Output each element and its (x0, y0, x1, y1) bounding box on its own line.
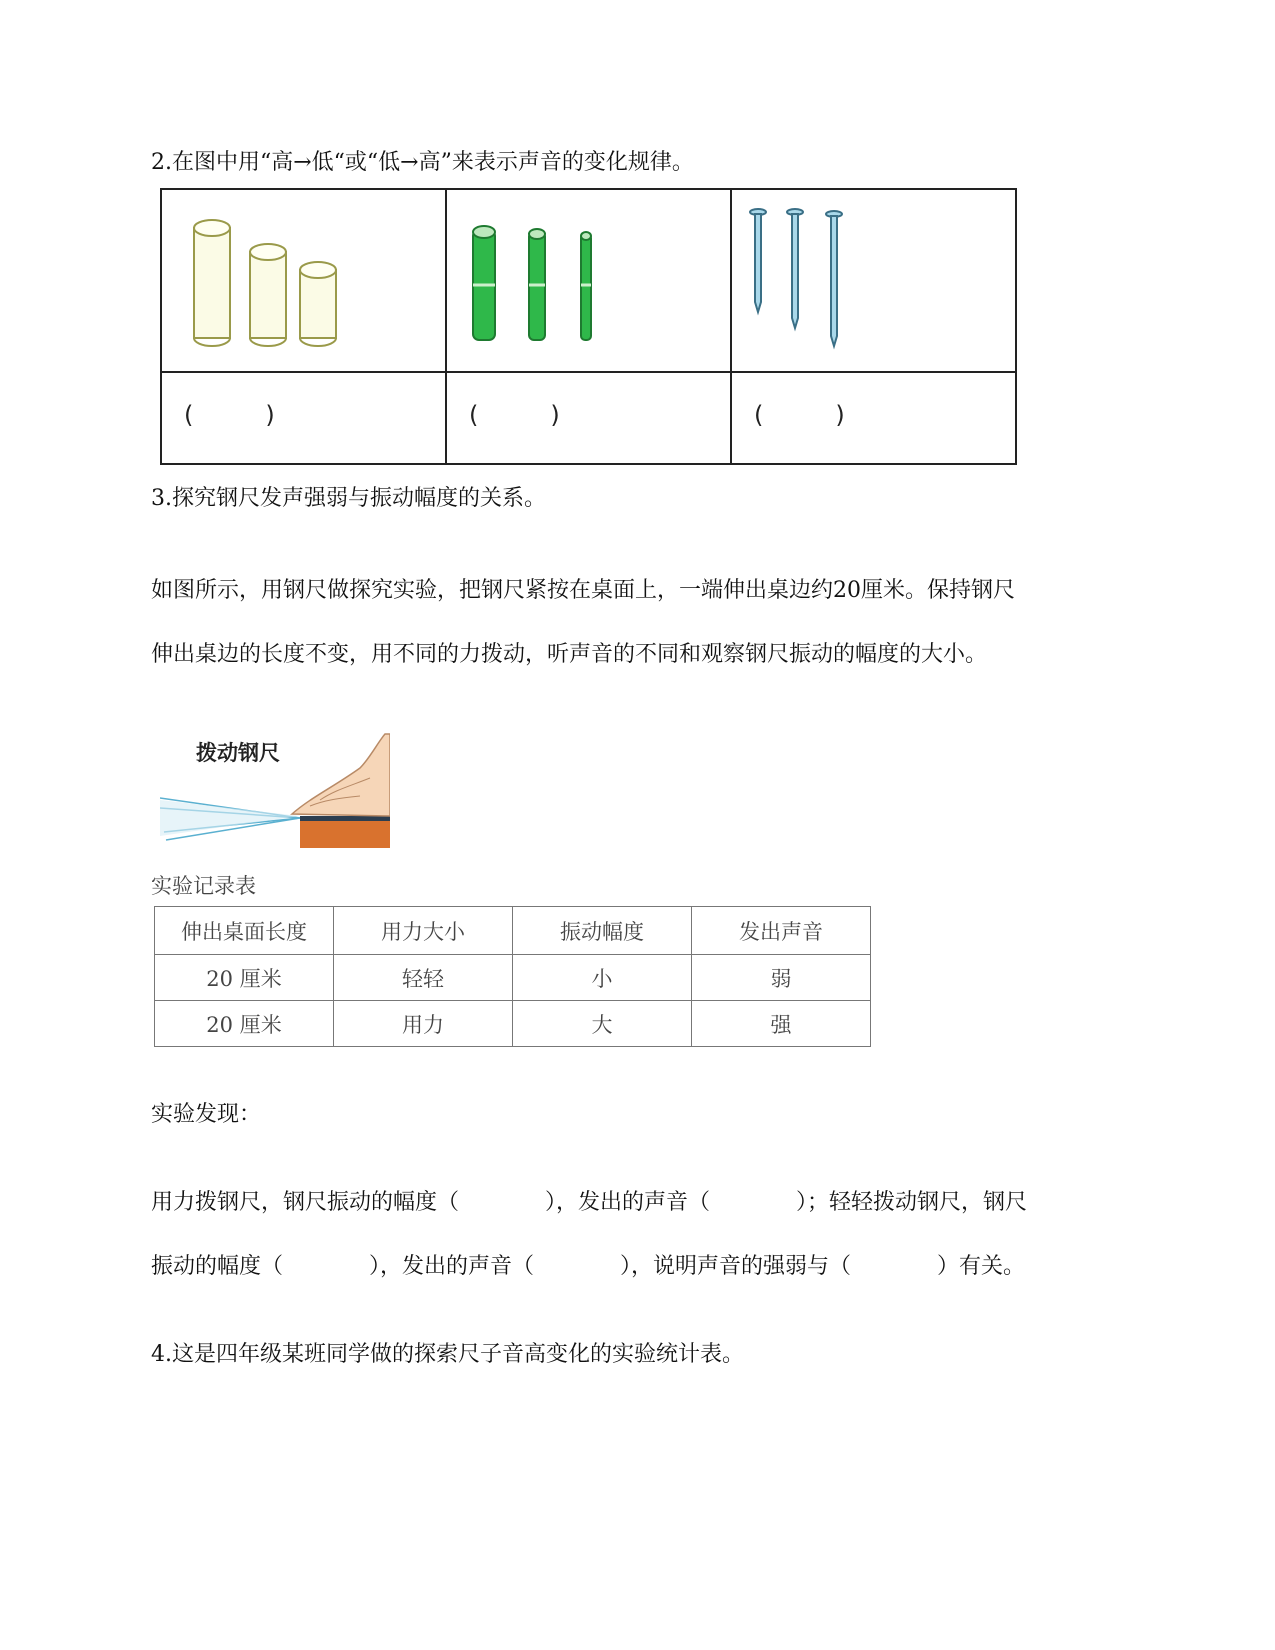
table-header: 发出声音 (692, 907, 871, 955)
answer-blank-3[interactable]: ( ) (754, 401, 845, 429)
cylinders-cell (161, 189, 446, 372)
pluck-ruler-figure (160, 728, 390, 848)
answer-blank-1[interactable]: ( ) (184, 401, 275, 429)
q3-paragraph-line-1: 如图所示，用钢尺做探究实验，把钢尺紧按在桌面上，一端伸出桌边约20厘米。保持钢尺 (151, 578, 1015, 603)
fill-line-2 (151, 1252, 1025, 1282)
table-header-row (155, 907, 871, 955)
table-header: 振动幅度 (513, 907, 692, 955)
q3-paragraph-line-2: 伸出桌边的长度不变，用不同的力拨动，听声音的不同和观察钢尺振动的幅度的大小。 (151, 642, 988, 667)
q4-title: 4.这是四年级某班同学做的探索尺子音高变化的实验统计表。 (151, 1342, 744, 1367)
cylinder-short (300, 270, 336, 338)
q3-title: 3.探究钢尺发声强弱与振动幅度的关系。 (151, 486, 546, 511)
table-header: 伸出桌面长度 (155, 907, 334, 955)
table-cell: 强 (692, 1001, 871, 1047)
hand (292, 734, 390, 816)
table-cell: 小 (513, 955, 692, 1001)
table-cell: 20 厘米 (155, 955, 334, 1001)
table-cell: 用力 (334, 1001, 513, 1047)
nail-medium (792, 214, 798, 328)
table-cell: 20 厘米 (155, 1001, 334, 1047)
fill-line-2-text-d: ）有关。 (937, 1254, 1026, 1279)
nail-short (755, 214, 761, 312)
experiment-record-table (154, 906, 871, 1047)
answer-cell-3[interactable] (731, 372, 1016, 464)
fill-line-1 (151, 1188, 1027, 1218)
q2-figure-table (160, 188, 1017, 465)
bamboo-tube-thin (581, 234, 591, 340)
cylinder-tall (194, 228, 230, 338)
answer-blank-2[interactable]: ( ) (469, 401, 560, 429)
bamboo-cell (446, 189, 731, 372)
table-row (155, 1001, 871, 1047)
fill-line-2-text-a: 振动的幅度（ (151, 1254, 284, 1279)
figure-label: 拨动钢尺 (196, 741, 280, 765)
table-header: 用力大小 (334, 907, 513, 955)
table-row (155, 955, 871, 1001)
table-cell: 轻轻 (334, 955, 513, 1001)
bamboo-tubes-image (447, 190, 730, 367)
record-table-caption: 实验记录表 (151, 874, 256, 898)
fill-line-1-text-c: ）；轻轻拨动钢尺，钢尺 (796, 1190, 1028, 1215)
fill-line-2-text-c: ），说明声音的强弱与（ (620, 1254, 852, 1279)
table-cell: 大 (513, 1001, 692, 1047)
q2-title: 2.在图中用“高→低“或“低→高”来表示声音的变化规律。 (151, 150, 694, 175)
nail-long (831, 216, 837, 346)
finding-label: 实验发现： (151, 1102, 262, 1127)
pluck-ruler-illustration (160, 728, 390, 848)
nails-cell (731, 189, 1016, 372)
fill-line-1-text-b: ），发出的声音（ (545, 1190, 711, 1215)
answer-cell-2[interactable] (446, 372, 731, 464)
cylinders-image (162, 190, 445, 367)
fill-line-1-text-a: 用力拨钢尺，钢尺振动的幅度（ (151, 1190, 460, 1215)
desk (300, 820, 390, 848)
fill-line-2-text-b: ），发出的声音（ (369, 1254, 535, 1279)
cylinder-medium (250, 252, 286, 338)
nails-image (732, 190, 1015, 367)
table-cell: 弱 (692, 955, 871, 1001)
answer-cell-1[interactable] (161, 372, 446, 464)
